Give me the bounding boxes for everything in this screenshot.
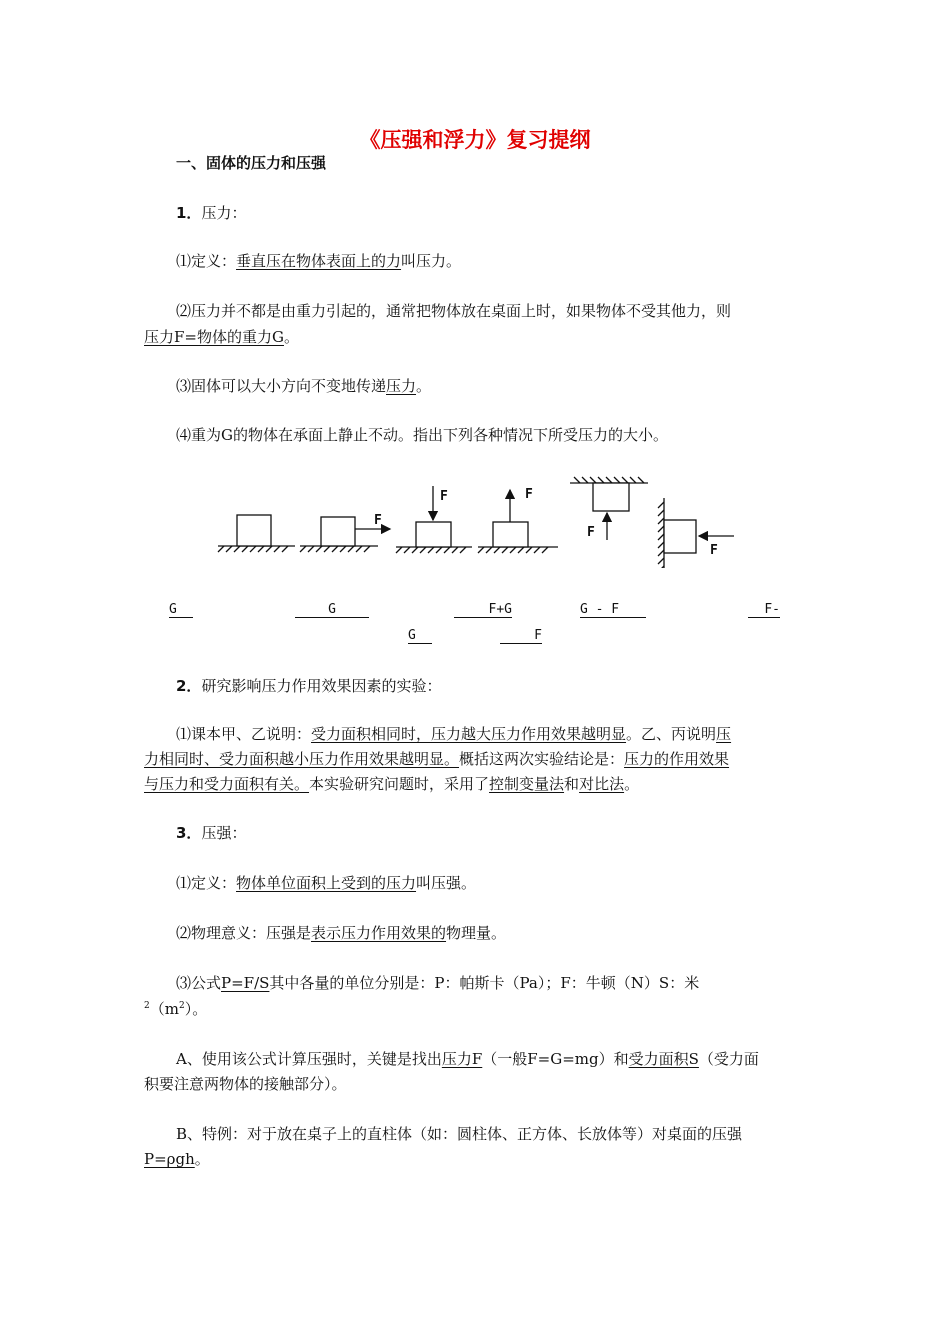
answer-2: G (295, 602, 369, 618)
answer-5: F- (748, 602, 780, 618)
item3-B-line1: B、特例：对于放在桌子上的直柱体（如：圆柱体、正方体、长放体等）对桌面的压强 (176, 1125, 743, 1143)
force-label: F (374, 513, 382, 528)
item2-line2: 力相同时、受力面积越小压力作用效果越明显。概括这两次实验结论是：压力的作用效果 (144, 750, 730, 768)
force-label: F (525, 487, 533, 502)
item1-definition: ⑴定义：垂直压在物体表面上的力叫压力。 (176, 252, 462, 270)
item1-p3: ⑶固体可以大小方向不变地传递压力。 (176, 377, 432, 395)
item1-p4: ⑷重为G的物体在承面上静止不动。指出下列各种情况下所受压力的大小。 (176, 426, 668, 444)
item3-B-line2: P=ρgh。 (144, 1150, 210, 1168)
document-title: 《压强和浮力》复习提纲 (359, 127, 591, 152)
answer-5-cont: G (408, 628, 432, 644)
item2-line1: ⑴课本甲、乙说明：受力面积相同时，压力越大压力作用效果越明显。乙、丙说明压 (176, 725, 732, 743)
item3-A-line1: A、使用该公式计算压强时，关键是找出压力F（一般F=G=mg）和受力面积S（受力面 (176, 1050, 759, 1068)
item3-meaning: ⑵物理意义：压强是表示压力作用效果的物理量。 (176, 924, 507, 942)
force-label: F (587, 525, 595, 540)
item3-formula: ⑶公式P=F/S其中各量的单位分别是：P：帕斯卡（Pa）；F：牛顿（N）S：米 (176, 974, 700, 992)
item3-heading: 3．压强： (176, 824, 247, 842)
item2-heading: 2．研究影响压力作用效果因素的实验： (176, 677, 442, 695)
item3-A-line2: 积要注意两物体的接触部分）。 (144, 1075, 347, 1093)
item3-definition: ⑴定义：物体单位面积上受到的压力叫压强。 (176, 874, 477, 892)
answer-6: F (500, 628, 542, 644)
item1-heading: 1．压力： (176, 204, 247, 222)
force-label: F (440, 489, 448, 504)
item3-formula-line2: $^2(m^2)$。 (144, 1000, 208, 1018)
section-heading: 一、固体的压力和压强 (176, 154, 327, 172)
answer-3: F+G (454, 602, 512, 618)
item1-p2-line1: ⑵压力并不都是由重力引起的，通常把物体放在桌面上时，如果物体不受其他力，则 (176, 302, 732, 320)
answer-4: G - F (580, 602, 646, 618)
answer-1: G (169, 602, 193, 618)
force-label: F (710, 543, 718, 558)
pressure-diagrams (200, 468, 760, 568)
item2-line3: 与压力和受力面积有关。本实验研究问题时，采用了控制变量法和对比法。 (144, 775, 640, 793)
item1-p2-line2: 压力F=物体的重力G。 (144, 328, 299, 346)
